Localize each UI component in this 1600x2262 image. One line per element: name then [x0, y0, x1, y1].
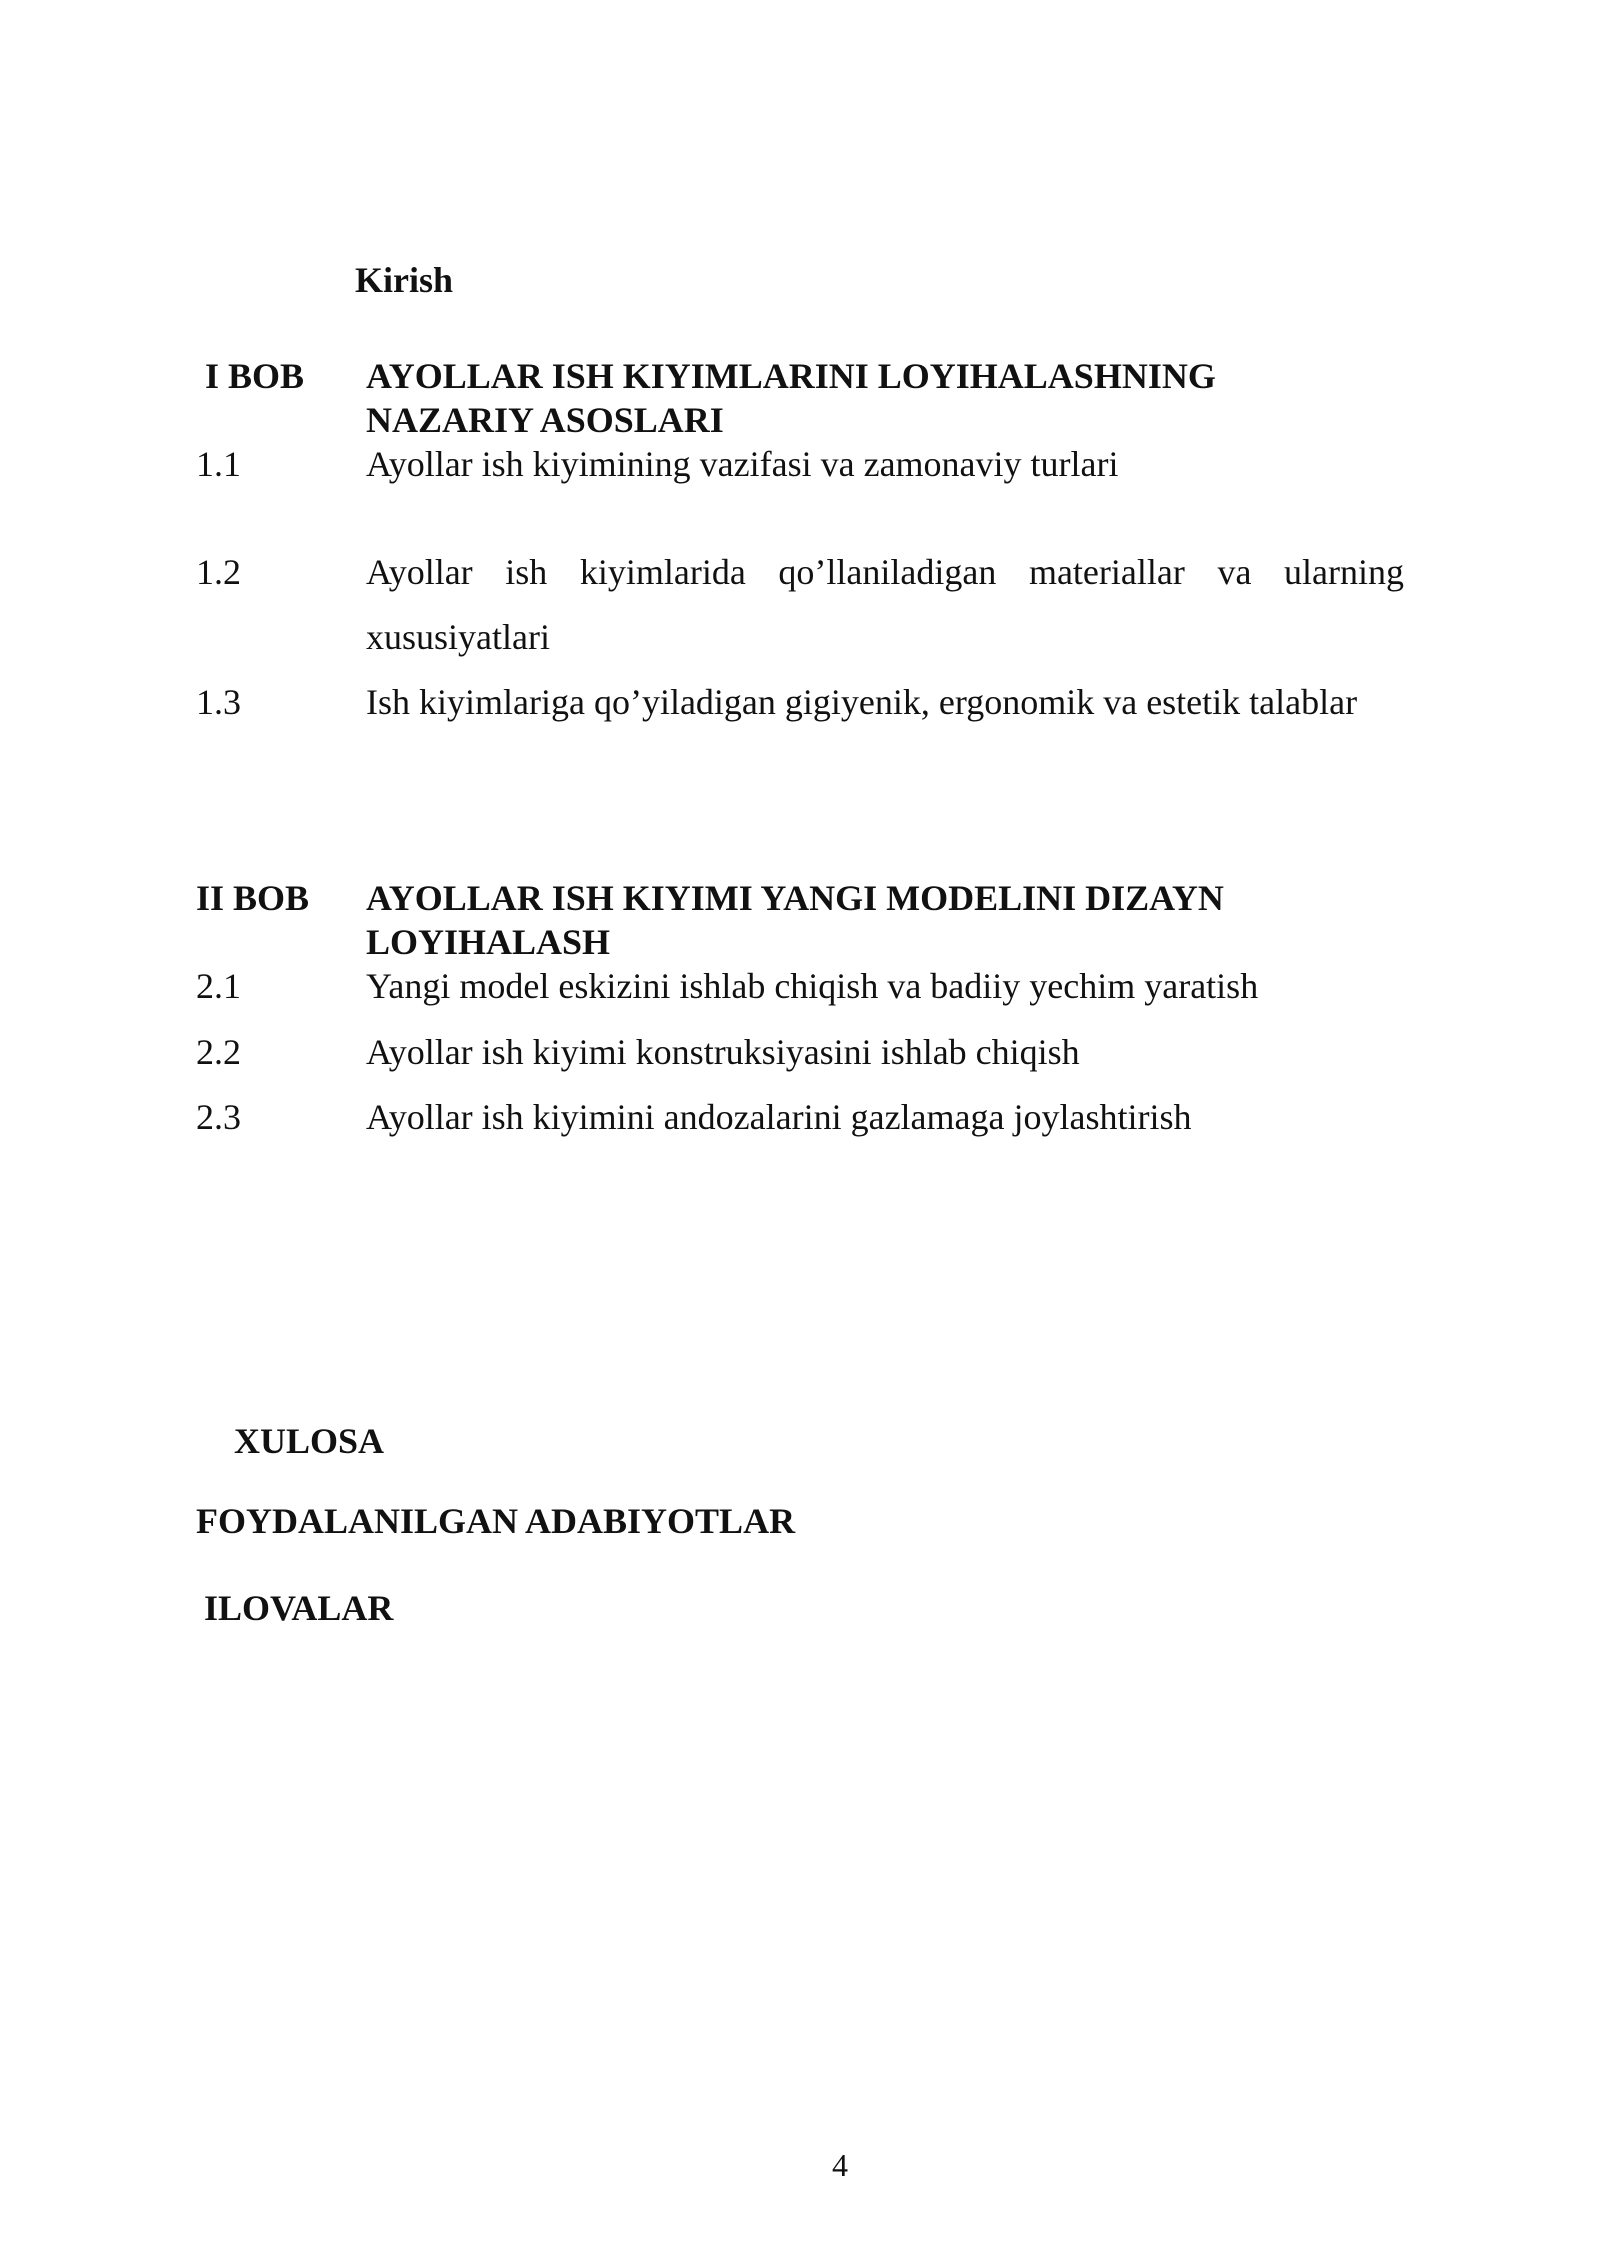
chapter2-title-line1: AYOLLAR ISH KIYIMI YANGI MODELINI DIZAYN [366, 878, 1224, 918]
toc-intro: Kirish [355, 260, 454, 300]
section-title-2-2: Ayollar ish kiyimi konstruksiyasini ishlab chiqish [366, 1032, 1080, 1072]
section-number-2-3: 2.3 [196, 1097, 241, 1137]
section-number-1-2: 1.2 [196, 552, 241, 592]
section-number-2-2: 2.2 [196, 1032, 241, 1072]
toc-conclusion: XULOSA [234, 1421, 385, 1461]
section-title-1-2: Ayollar ish kiyimlarida qo’llaniladigan materiallar va ularning xususiyatlari [366, 552, 1404, 657]
chapter1-label: I BOB [205, 356, 305, 396]
page-number: 4 [832, 2147, 848, 2183]
chapter2-label: II BOB [196, 878, 310, 918]
section-title-2-1: Yangi model eskizini ishlab chiqish va badiiy yechim yaratish [366, 966, 1259, 1006]
section-title-1-3: Ish kiyimlariga qo’yiladigan gigiyenik, ergonomik va estetik talablar [366, 682, 1358, 722]
section-number-1-3: 1.3 [196, 682, 241, 722]
section-number-2-1: 2.1 [196, 966, 241, 1006]
toc-appendices: ILOVALAR [204, 1588, 394, 1628]
toc-references: FOYDALANILGAN ADABIYOTLAR [196, 1501, 796, 1541]
section-number-1-1: 1.1 [196, 444, 241, 484]
section-title-2-3: Ayollar ish kiyimini andozalarini gazlamaga joylashtirish [366, 1097, 1192, 1137]
chapter2-title-line2: LOYIHALASH [366, 922, 611, 962]
chapter1-title-line1: AYOLLAR ISH KIYIMLARINI LOYIHALASHNING [366, 356, 1216, 396]
section-title-1-1: Ayollar ish kiyimining vazifasi va zamonaviy turlari [366, 444, 1119, 484]
chapter1-title-line2: NAZARIY ASOSLARI [366, 400, 724, 440]
